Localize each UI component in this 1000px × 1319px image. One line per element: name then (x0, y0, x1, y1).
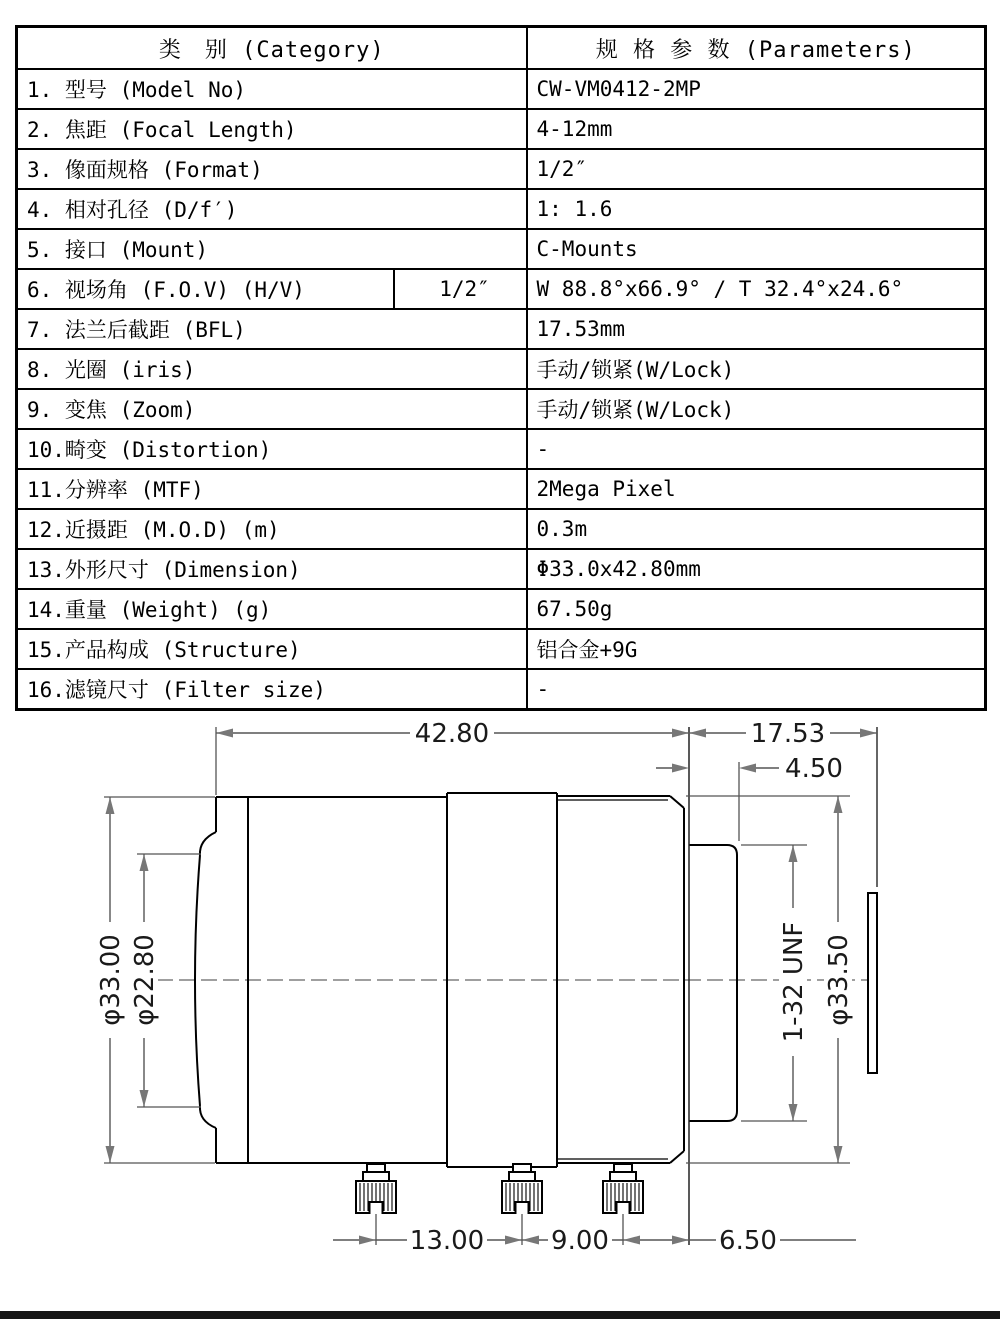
dim-thread-spec-label: 1-32 UNF (779, 921, 809, 1043)
row-value: - (527, 669, 986, 710)
row-value: C-Mounts (527, 229, 986, 269)
sensor-glass (868, 893, 877, 1073)
row-label: 6. 视场角 (F.O.V) (H/V) (17, 269, 394, 309)
row-value: 手动/锁紧(W/Lock) (527, 389, 986, 429)
lock-thumbscrew-1 (356, 1164, 396, 1213)
dim-total-length (216, 719, 689, 795)
row-label: 14.重量 (Weight) (g) (17, 589, 527, 629)
arrow-right-icon (860, 729, 877, 738)
c-mount-thread (689, 845, 737, 1121)
row-label: 8. 光圈 (iris) (17, 349, 527, 389)
row-value: - (527, 429, 986, 469)
arrow-right-icon (359, 1236, 376, 1245)
row-label: 15.产品构成 (Structure) (17, 629, 527, 669)
arrow-left-icon (689, 729, 706, 738)
row-label: 16.滤镜尺寸 (Filter size) (17, 669, 527, 710)
row-value: Φ33.0x42.80mm (527, 549, 986, 589)
arrow-down-icon (106, 1146, 115, 1163)
row-label: 12.近摄距 (M.O.D) (m) (17, 509, 527, 549)
row-label: 4. 相对孔径 (D/f′) (17, 189, 527, 229)
lock-thumbscrew-3 (603, 1164, 643, 1213)
arrow-right-icon (672, 1236, 689, 1245)
dim-bfl-label: 17.53 (750, 719, 826, 749)
arrow-right-icon (505, 1236, 522, 1245)
row-value: 1/2″ (527, 149, 986, 189)
row-label: 1. 型号 (Model No) (17, 69, 527, 109)
bottom-dark-bar (0, 1311, 1000, 1319)
header-category: 类 别 (Category) (17, 27, 527, 70)
arrow-right-icon (672, 729, 689, 738)
dim-bfl (689, 719, 877, 749)
arrow-up-icon (789, 845, 798, 862)
row-label: 13.外形尺寸 (Dimension) (17, 549, 527, 589)
arrow-right-icon (672, 764, 689, 773)
dim-screw-positions (333, 1214, 856, 1256)
arrow-left-icon (522, 1236, 539, 1245)
arrow-left-icon (623, 1236, 640, 1245)
row-value: 17.53mm (527, 309, 986, 349)
dim-rear-protrusion-label: 4.50 (785, 754, 843, 784)
dim-total-length-label: 42.80 (414, 719, 490, 749)
lock-thumbscrew-2 (502, 1164, 542, 1213)
row-label: 2. 焦距 (Focal Length) (17, 109, 527, 149)
dim-front-diameter-label: φ33.00 (96, 934, 126, 1026)
dim-mount-diameter-label: φ33.50 (824, 934, 854, 1026)
dim-lens-diameter-label: φ22.80 (130, 934, 160, 1026)
arrow-up-icon (140, 854, 149, 871)
row-value: 1: 1.6 (527, 189, 986, 229)
row-value: 2Mega Pixel (527, 469, 986, 509)
arrow-down-icon (140, 1090, 149, 1107)
dim-screw-to-flange-label: 6.50 (719, 1226, 777, 1256)
row-label: 3. 像面规格 (Format) (17, 149, 527, 189)
row-value: 67.50g (527, 589, 986, 629)
arrow-down-icon (789, 1104, 798, 1121)
arrow-down-icon (834, 1146, 843, 1163)
row-label: 9. 变焦 (Zoom) (17, 389, 527, 429)
row-label: 10.畸变 (Distortion) (17, 429, 527, 469)
arrow-left-icon (739, 764, 756, 773)
dim-screw-spacing-2-label: 9.00 (551, 1226, 609, 1256)
row-value: CW-VM0412-2MP (527, 69, 986, 109)
row-value: W 88.8°x66.9° / T 32.4°x24.6° (527, 269, 986, 309)
dim-thread-spec (741, 845, 809, 1121)
row-sub-format: 1/2″ (394, 269, 527, 309)
dim-screw-spacing-1-label: 13.00 (409, 1226, 485, 1256)
header-parameters: 规 格 参 数 (Parameters) (527, 27, 986, 70)
row-label: 5. 接口 (Mount) (17, 229, 527, 269)
row-value: 0.3m (527, 509, 986, 549)
arrow-up-icon (106, 797, 115, 814)
row-value: 铝合金+9G (527, 629, 986, 669)
arrow-left-icon (216, 729, 233, 738)
row-label: 11.分辨率 (MTF) (17, 469, 527, 509)
row-value: 4-12mm (527, 109, 986, 149)
arrow-up-icon (834, 796, 843, 813)
row-value: 手动/锁紧(W/Lock) (527, 349, 986, 389)
front-glass-arc (195, 855, 200, 1106)
row-label: 7. 法兰后截距 (BFL) (17, 309, 527, 349)
